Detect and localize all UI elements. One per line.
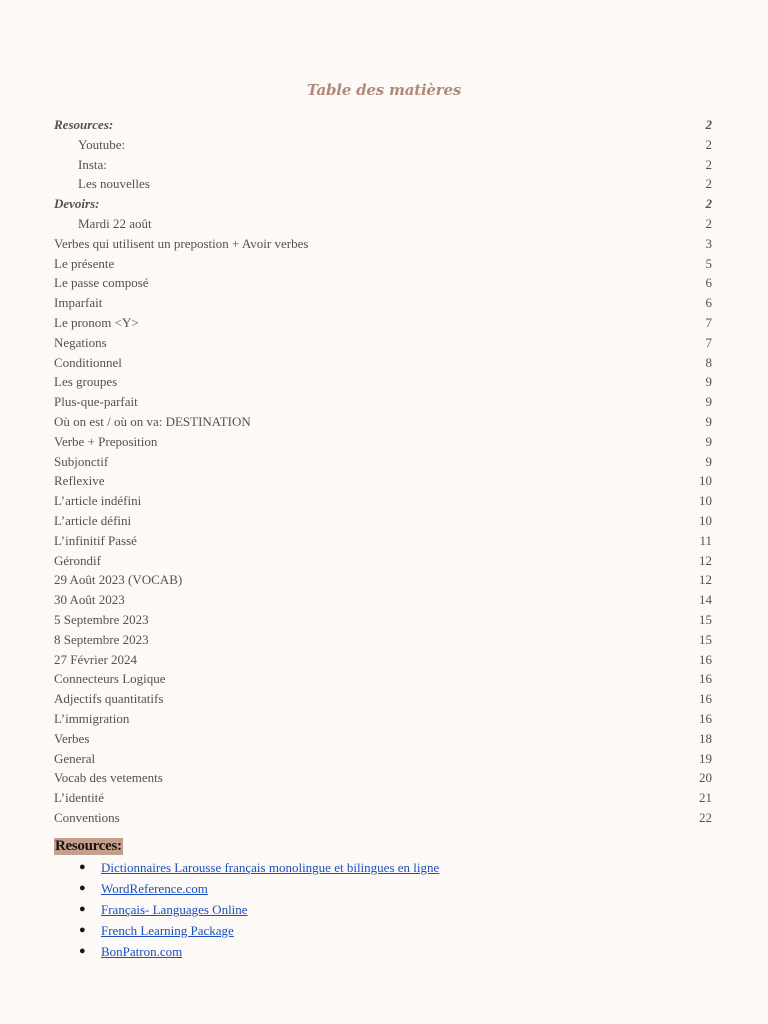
toc-entry-text[interactable]: Vocab des vetements [54,770,163,786]
toc-entry[interactable] [54,135,712,155]
toc-entry-page-number[interactable]: 8 [705,354,712,370]
toc-entry-page-number[interactable]: 5 [705,255,712,271]
toc-entry-page-number[interactable]: 14 [699,592,712,608]
toc-entry[interactable] [54,115,712,135]
toc-entry[interactable] [54,768,712,788]
resource-link[interactable]: French Learning Package [101,923,234,938]
toc-entry-text[interactable]: Youtube: [78,136,126,152]
toc-entry-text[interactable]: Connecteurs Logique [54,671,166,687]
toc-entry-page-number[interactable]: 2 [705,176,712,192]
toc-entry[interactable] [54,749,712,769]
toc-entry-text[interactable]: Plus-que-parfait [54,394,138,410]
resources-section [54,837,712,962]
toc-entry[interactable] [54,531,712,551]
toc-entry-text[interactable]: Subjonctif [54,453,109,469]
toc-entry-text[interactable]: 30 Août 2023 [54,592,125,608]
toc-entry[interactable] [54,471,712,491]
toc-entry[interactable] [54,650,712,670]
toc-entry[interactable] [54,313,712,333]
toc-entry-text[interactable]: Verbes qui utilisent un prepostion + Avoir verbes [54,235,309,251]
toc-entry[interactable] [54,788,712,808]
bullet-icon: ● [79,861,86,873]
toc-entry-page-number[interactable]: 10 [699,493,712,509]
toc-entry-page-number[interactable]: 9 [705,453,712,469]
toc-entry[interactable] [54,709,712,729]
toc-entry-page-number[interactable]: 16 [699,691,712,707]
toc-entry-text[interactable]: 8 Septembre 2023 [54,631,149,647]
bullet-icon: ● [79,903,86,915]
toc-entry-page-number[interactable]: 22 [699,809,712,825]
toc-entry-page-number[interactable]: 19 [699,750,712,766]
toc-entry-page-number[interactable]: 11 [699,532,712,548]
toc-entry-page-number[interactable]: 18 [699,730,712,746]
toc-entry-page-number[interactable]: 7 [705,314,712,330]
toc-entry-page-number[interactable]: 16 [699,671,712,687]
toc-entry[interactable] [54,155,712,175]
toc-entry-page-number[interactable]: 6 [705,295,712,311]
toc-entry[interactable] [54,372,712,392]
toc-entry[interactable] [54,214,712,234]
toc-entry-text[interactable]: Devoirs: [54,196,100,212]
toc-entry-text[interactable]: L’article indéfini [54,493,142,509]
toc-entry[interactable] [54,808,712,828]
toc-entry-page-number[interactable]: 9 [705,394,712,410]
toc-entry-page-number[interactable]: 2 [705,117,712,132]
toc-entry-page-number[interactable]: 12 [699,572,712,588]
resource-list-item [54,941,712,962]
toc-entry-page-number[interactable]: 21 [699,790,712,806]
toc-entry-text[interactable]: Imparfait [54,295,103,311]
resource-list-item [54,920,712,941]
toc-entry-page-number[interactable]: 6 [705,275,712,291]
toc-entry-text[interactable]: Verbe + Preposition [54,433,158,449]
toc-title: Table des matières [306,81,462,99]
toc-entry[interactable] [54,452,712,472]
toc-entry-page-number[interactable]: 20 [699,770,712,786]
toc-entry[interactable] [54,234,712,254]
resource-link[interactable]: WordReference.com [101,881,208,896]
toc-entry[interactable] [54,610,712,630]
resources-heading: Resources: [55,838,122,854]
toc-entry[interactable] [54,392,712,412]
bullet-icon: ● [79,882,86,894]
toc-entry-text[interactable]: General [54,750,96,766]
toc-entry-page-number[interactable]: 10 [699,512,712,528]
toc-entry-text[interactable]: Negations [54,334,107,350]
toc-entry-text[interactable]: Insta: [78,156,107,172]
toc-entry-page-number[interactable]: 2 [705,215,712,231]
toc-entry[interactable] [54,293,712,313]
resource-link[interactable]: Dictionnaires Larousse français monolingue et bilingues en ligne [101,860,440,875]
resource-link[interactable]: Français- Languages Online [101,902,248,917]
toc-entry-text[interactable]: Gérondif [54,552,101,568]
toc-entry-page-number[interactable]: 2 [705,196,712,212]
toc-entry[interactable] [54,412,712,432]
toc-entry-page-number[interactable]: 15 [699,611,712,627]
toc-entry[interactable] [54,353,712,373]
toc-entry-text[interactable]: L’immigration [54,710,130,726]
toc-entry-text[interactable]: Reflexive [54,473,105,489]
toc-entry-page-number[interactable]: 9 [705,374,712,390]
resource-link[interactable]: BonPatron.com [101,944,183,959]
toc-entry[interactable] [54,590,712,610]
toc-entry[interactable] [54,273,712,293]
toc-entry[interactable] [54,729,712,749]
toc-entry-page-number[interactable]: 16 [699,710,712,726]
toc-entry-text[interactable]: Adjectifs quantitatifs [54,691,164,707]
toc-entry-text[interactable]: L’article défini [54,512,132,528]
toc-entry-text[interactable]: Conventions [54,809,120,825]
toc-entry-text[interactable]: 29 Août 2023 (VOCAB) [54,572,183,588]
toc-entry-page-number[interactable]: 3 [705,235,712,251]
toc-entry-page-number[interactable]: 2 [705,156,712,172]
toc-entry-text[interactable]: Mardi 22 août [78,215,152,231]
toc-entry-text[interactable]: Où on est / où on va: DESTINATION [54,413,251,429]
toc-entry-text[interactable]: Resources: [54,117,114,132]
toc-entry-page-number[interactable]: 7 [705,334,712,350]
toc-entry-page-number[interactable]: 9 [705,413,712,429]
toc-entry-page-number[interactable]: 2 [705,136,712,152]
toc-entry[interactable] [54,174,712,194]
toc-entry[interactable] [54,491,712,511]
toc-entry[interactable] [54,432,712,452]
toc-entry-text[interactable]: L’identité [54,790,105,806]
toc-entry[interactable] [54,254,712,274]
toc-entry[interactable] [54,669,712,689]
toc-entry[interactable] [54,630,712,650]
toc-entry-page-number[interactable]: 16 [699,651,712,667]
toc-entry[interactable] [54,511,712,531]
toc-entry-text[interactable]: Le passe composé [54,275,149,291]
toc-entry[interactable] [54,689,712,709]
toc-entry-text[interactable]: L’infinitif Passé [54,532,137,548]
toc-entry[interactable] [54,570,712,590]
bullet-icon: ● [79,924,86,936]
toc-entry-text[interactable]: Les nouvelles [78,176,150,192]
toc-entry-page-number[interactable]: 10 [699,473,712,489]
resource-link-list [54,857,712,962]
resource-list-item [54,899,712,920]
toc-entry-page-number[interactable]: 15 [699,631,712,647]
toc-entry-text[interactable]: Le pronom <Y> [54,314,139,330]
resource-list-item [54,857,712,878]
toc-entry-text[interactable]: Les groupes [54,374,118,390]
toc-entry-page-number[interactable]: 12 [699,552,712,568]
toc-entry-text[interactable]: Verbes [54,730,90,746]
toc-entry-text[interactable]: 27 Février 2024 [54,651,138,667]
toc-entry-text[interactable]: Conditionnel [54,354,122,370]
table-of-contents [54,115,712,828]
bullet-icon: ● [79,945,86,957]
toc-entry[interactable] [54,551,712,571]
resource-list-item [54,878,712,899]
toc-entry-page-number[interactable]: 9 [705,433,712,449]
toc-entry[interactable] [54,333,712,353]
toc-entry-text[interactable]: 5 Septembre 2023 [54,611,149,627]
toc-entry[interactable] [54,194,712,214]
toc-entry-text[interactable]: Le présente [54,255,115,271]
